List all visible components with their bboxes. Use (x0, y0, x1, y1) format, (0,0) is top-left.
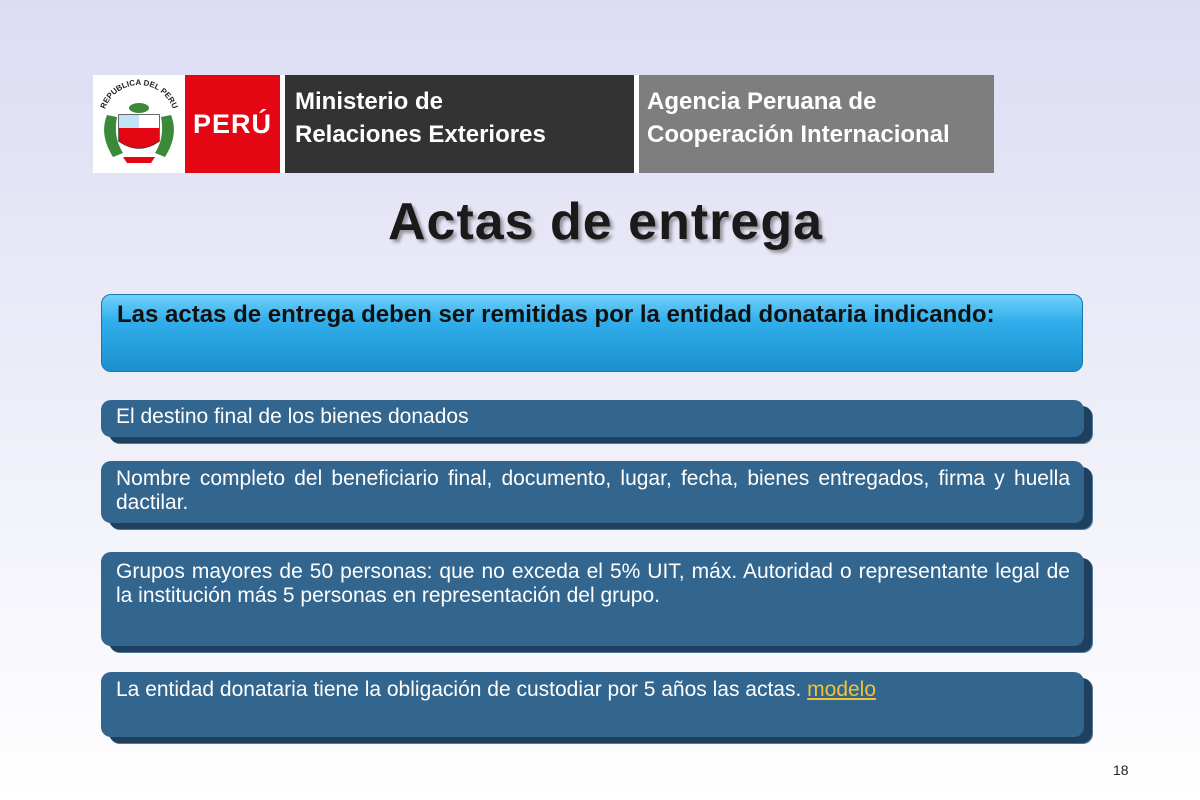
list-item-nombre: Nombre completo del beneficiario final, documento, lugar, fecha, bienes entregados, firma y huella dactilar. (101, 461, 1084, 523)
custodia-text: La entidad donataria tiene la obligación de custodiar por 5 años las actas. (116, 678, 802, 701)
modelo-link[interactable]: modelo (807, 678, 877, 701)
list-item-destino: El destino final de los bienes donados (101, 400, 1084, 437)
ministerio-logo-text (280, 75, 634, 173)
list-item-custodia (101, 672, 1084, 737)
page-title: Actas de entrega (387, 193, 824, 251)
agencia-line-1: Agencia Peruana de (647, 88, 877, 115)
ministerio-line-1: Ministerio de (295, 88, 444, 115)
peru-label: PERÚ (185, 75, 280, 173)
intro-box: Las actas de entrega deben ser remitidas por la entidad donataria indicando: (101, 294, 1083, 372)
peru-coat-of-arms-logo (93, 75, 185, 173)
agencia-line-2: Cooperación Internacional (647, 121, 950, 148)
svg-text:REPUBLICA DEL PERU: REPUBLICA DEL PERU (98, 77, 180, 111)
ministerio-line-2: Relaciones Exteriores (295, 121, 546, 148)
logo-banner (93, 75, 1003, 173)
list-item-grupos: Grupos mayores de 50 personas: que no exceda el 5% UIT, máx. Autoridad o representante legal de la institución más 5 personas en representación del grupo. (101, 552, 1084, 646)
page-number: 18 (1113, 762, 1129, 778)
agencia-logo-text (634, 75, 994, 173)
